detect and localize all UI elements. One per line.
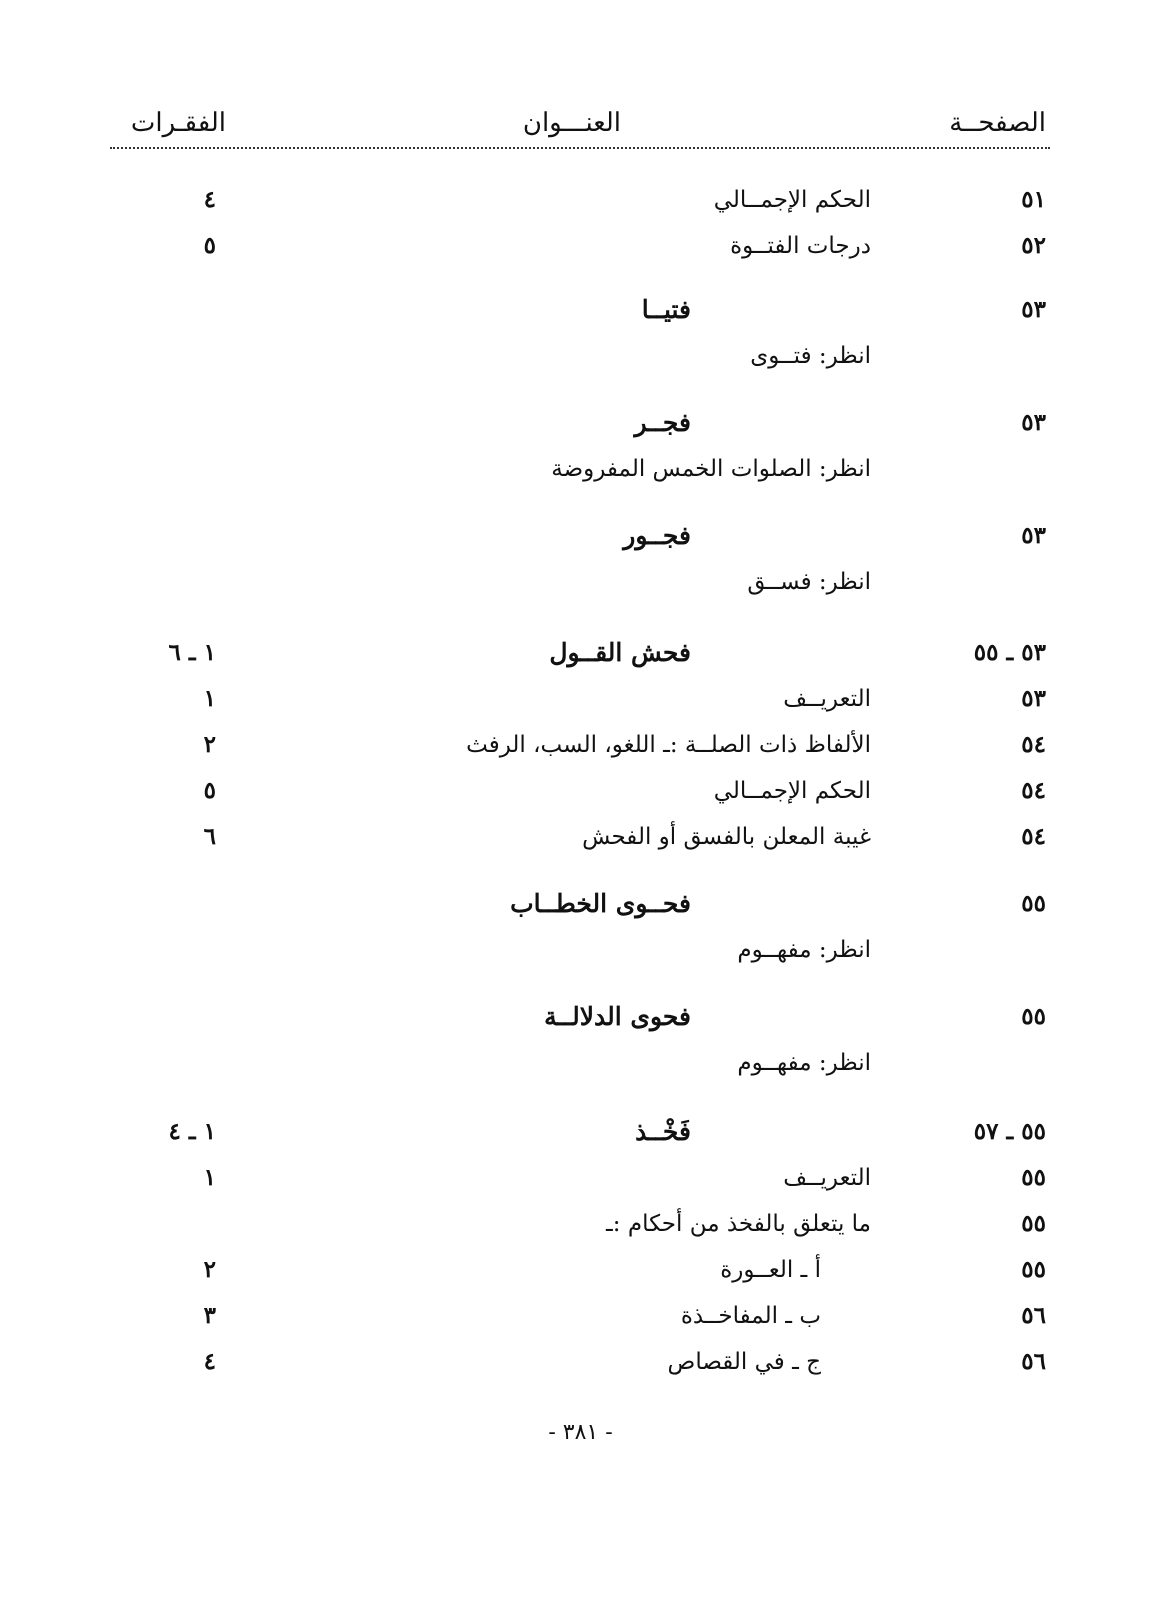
row-title: درجات الفتــوة (730, 233, 871, 259)
toc-row (0, 1204, 1161, 1244)
cross-reference: انظر: فتــوى (750, 343, 871, 369)
row-page: ٥٥ (1021, 1003, 1046, 1030)
row-paragraphs: ١ ـ ٤ (168, 1118, 216, 1145)
row-paragraphs: ٣ (203, 1302, 216, 1329)
row-title: ما يتعلق بالفخذ من أحكام :ـ (606, 1211, 871, 1237)
toc-row (0, 449, 1161, 489)
page-number: - ٣٨١ - (548, 1420, 613, 1445)
row-page: ٥٢ (1021, 232, 1046, 259)
row-page: ٥٤ (1021, 731, 1046, 758)
row-paragraphs: ٤ (203, 1348, 216, 1375)
row-title: ب ـ المفاخــذة (680, 1303, 821, 1329)
page-column-header: الصفحــة (949, 108, 1046, 138)
row-title: أ ـ العــورة (720, 1257, 821, 1283)
row-paragraphs: ٢ (203, 731, 216, 758)
toc-row (0, 1043, 1161, 1083)
row-paragraphs: ١ (203, 1164, 216, 1191)
row-title: الحكم الإجمــالي (713, 187, 871, 213)
paragraphs-column-header: الفقـرات (130, 108, 226, 138)
entry-heading: فحوى الدلالــة (544, 1002, 691, 1031)
entry-heading: فجــور (623, 521, 691, 550)
cross-reference: انظر: مفهــوم (737, 1050, 871, 1076)
row-page: ٥٣ (1021, 685, 1046, 712)
row-page: ٥١ (1021, 186, 1046, 213)
entry-heading: فجــر (634, 408, 691, 437)
row-page: ٥٣ (1021, 296, 1046, 323)
row-paragraphs: ١ (203, 685, 216, 712)
row-page: ٥٦ (1021, 1348, 1046, 1375)
toc-row (0, 562, 1161, 602)
toc-row (0, 1296, 1161, 1336)
row-title: التعريــف (783, 686, 871, 712)
toc-row (0, 336, 1161, 376)
toc-row (0, 679, 1161, 719)
row-title: غيبة المعلن بالفسق أو الفحش (582, 824, 871, 850)
row-paragraphs: ٥ (203, 232, 216, 259)
toc-row (0, 1342, 1161, 1382)
entry-heading: فَخْــذ (635, 1117, 691, 1146)
toc-row (0, 1112, 1161, 1152)
row-title: التعريــف (783, 1165, 871, 1191)
toc-row (0, 290, 1161, 330)
toc-row (0, 771, 1161, 811)
entry-heading: فتيــا (641, 295, 691, 324)
row-title: ج ـ في القصاص (667, 1349, 821, 1375)
row-paragraphs: ٦ (203, 823, 216, 850)
toc-row (0, 725, 1161, 765)
row-page: ٥٥ ـ ٥٧ (973, 1118, 1046, 1145)
row-paragraphs: ٢ (203, 1256, 216, 1283)
row-page: ٥٥ (1021, 1164, 1046, 1191)
cross-reference: انظر: مفهــوم (737, 937, 871, 963)
toc-row (0, 516, 1161, 556)
row-page: ٥٥ (1021, 1256, 1046, 1283)
toc-row (0, 403, 1161, 443)
row-page: ٥٦ (1021, 1302, 1046, 1329)
toc-row (0, 997, 1161, 1037)
row-title: الألفاظ ذات الصلــة :ـ اللغو، السب، الرفث (466, 732, 871, 758)
row-page: ٥٥ (1021, 1210, 1046, 1237)
toc-row (0, 817, 1161, 857)
row-page: ٥٤ (1021, 823, 1046, 850)
toc-row (0, 226, 1161, 266)
row-page: ٥٣ ـ ٥٥ (973, 639, 1046, 666)
toc-row (0, 1158, 1161, 1198)
cross-reference: انظر: الصلوات الخمس المفروضة (551, 456, 871, 482)
cross-reference: انظر: فســق (747, 569, 871, 595)
row-page: ٥٥ (1021, 890, 1046, 917)
toc-row (0, 884, 1161, 924)
row-paragraphs: ٤ (203, 186, 216, 213)
toc-row (0, 180, 1161, 220)
row-title: الحكم الإجمــالي (713, 778, 871, 804)
toc-row (0, 633, 1161, 673)
row-paragraphs: ٥ (203, 777, 216, 804)
entry-heading: فحــوى الخطــاب (510, 889, 691, 918)
row-paragraphs: ١ ـ ٦ (168, 639, 216, 666)
row-page: ٥٤ (1021, 777, 1046, 804)
toc-row (0, 930, 1161, 970)
row-page: ٥٣ (1021, 522, 1046, 549)
entry-heading: فحش القــول (549, 638, 691, 667)
title-column-header: العنـــوان (522, 108, 621, 138)
toc-row (0, 1250, 1161, 1290)
row-page: ٥٣ (1021, 409, 1046, 436)
